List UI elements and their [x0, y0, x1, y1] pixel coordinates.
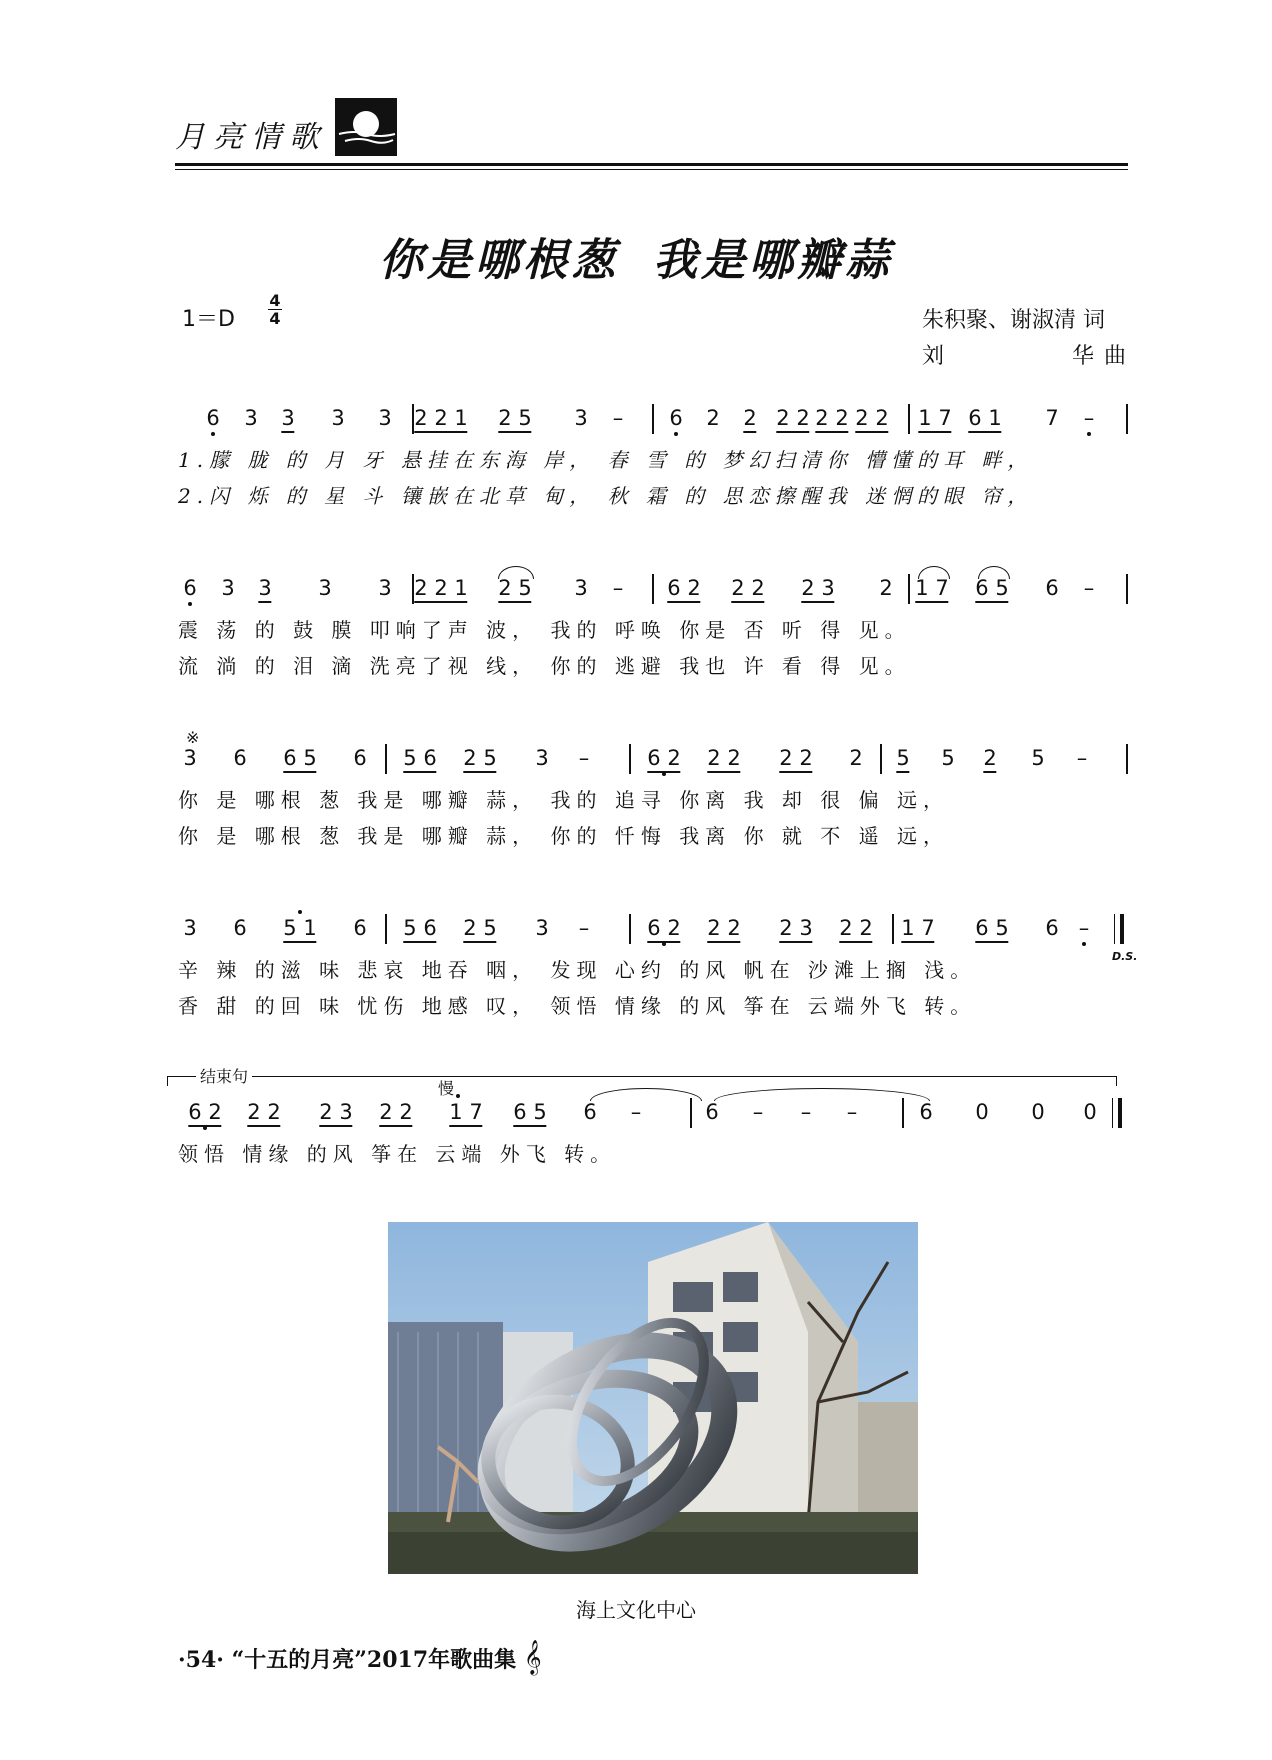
song-title-part1: 你是哪根葱	[379, 235, 619, 286]
header-rule-thin	[175, 169, 1128, 170]
note: 2 2	[855, 406, 888, 433]
time-sig-top: 4	[269, 291, 281, 310]
note: 3	[535, 916, 549, 940]
note: 6	[1045, 576, 1059, 600]
note: 6	[919, 1100, 933, 1124]
note: 2	[743, 406, 756, 433]
time-signature	[265, 292, 285, 327]
note: 2 3	[801, 576, 834, 603]
page-footer	[178, 1640, 542, 1675]
note: 3	[221, 576, 235, 600]
note: 5 1	[283, 916, 316, 943]
double-bar-thin	[1114, 914, 1115, 944]
note: 5	[1031, 746, 1045, 770]
note: –	[578, 916, 590, 940]
octave-dot-low	[203, 1126, 207, 1130]
note: 6	[183, 576, 197, 600]
final-bar-thin	[1112, 1098, 1113, 1128]
note: 6 5	[513, 1100, 546, 1127]
note: 3	[183, 916, 197, 940]
lyric-verse-1: 你 是 哪根 葱 我是 哪瓣 蒜， 我的 追寻 你离 我 却 很 偏 远，	[178, 788, 950, 812]
note: 3	[535, 746, 549, 770]
book-title: “十五的月亮”2017年歌曲集	[231, 1647, 517, 1673]
note: 3	[281, 406, 294, 433]
moon-logo-icon	[335, 98, 397, 156]
bar-line	[652, 404, 654, 434]
treble-clef-icon: 𝄞	[523, 1640, 542, 1675]
note: –	[1078, 916, 1090, 940]
octave-dot-low	[674, 432, 678, 436]
lyric-verse-1: 震 荡 的 鼓 膜 叩响了声 波， 我的 呼唤 你是 否 听 得 见。	[178, 618, 911, 642]
note: 6 5	[283, 746, 316, 773]
note: 0	[1083, 1100, 1097, 1124]
note: 6	[233, 916, 247, 940]
note: 0	[1031, 1100, 1045, 1124]
note: 2 2	[731, 576, 764, 603]
note: 2 5	[463, 746, 496, 773]
note: 2 2	[779, 746, 812, 773]
lyric-verse-2: 你 是 哪根 葱 我是 哪瓣 蒜， 你的 忏悔 我离 你 就 不 遥 远，	[178, 824, 950, 848]
note: 2 2 1	[414, 576, 467, 603]
note: 6 2	[667, 576, 700, 603]
section-title: 月亮情歌	[175, 120, 327, 155]
note: –	[612, 406, 624, 430]
note: 6	[705, 1100, 719, 1124]
note: 6	[1045, 916, 1059, 940]
lyric-verse-2: 2.闪 烁 的 星 斗 镶嵌在北草 甸， 秋 霜 的 思恋擦醒我 迷惘的眼 帘，	[178, 484, 1034, 508]
lyric-verse-2: 流 淌 的 泪 滴 洗亮了视 线， 你的 逃避 我也 许 看 得 见。	[178, 654, 911, 678]
note: –	[800, 1100, 812, 1124]
note: 6	[353, 746, 367, 770]
composer-role: 曲	[1104, 344, 1127, 369]
line1-end-bar	[1126, 404, 1128, 434]
note: 2	[879, 576, 893, 600]
lyricist-credit: 朱积聚、谢淑清 词	[922, 308, 1105, 333]
note: 3	[258, 576, 271, 603]
note: 2 5	[463, 916, 496, 943]
note: 2 2	[379, 1100, 412, 1127]
note: 6 2	[647, 746, 680, 773]
lyric-verse-1: 1.朦 胧 的 月 牙 悬挂在东海 岸， 春 雪 的 梦幻扫清你 懵懂的耳 畔，	[178, 448, 1034, 472]
note: 2 2	[839, 916, 872, 943]
note: 6 1	[968, 406, 1001, 433]
note: –	[1076, 746, 1088, 770]
note: 2 5	[498, 406, 531, 433]
lyric-verse-1: 辛 辣 的滋 味 悲哀 地吞 咽， 发现 心约 的风 帆在 沙滩上搁 浅。	[178, 958, 977, 982]
page-number: ·54·	[178, 1647, 224, 1673]
octave-dot-low	[188, 602, 192, 606]
slur	[978, 566, 1010, 579]
ending-bracket	[167, 1076, 1117, 1089]
note: 6	[583, 1100, 597, 1124]
octave-dot-low	[1087, 432, 1091, 436]
note: 1 7	[449, 1100, 482, 1127]
time-sig-bottom: 4	[269, 309, 281, 328]
note: –	[1083, 576, 1095, 600]
tempo-marking: 慢	[438, 1079, 455, 1098]
note: 2 5	[498, 576, 531, 603]
note: 2 3	[779, 916, 812, 943]
bar-line	[908, 404, 910, 434]
note: 7	[1045, 406, 1059, 430]
note: 2 2	[707, 746, 740, 773]
note: –	[630, 1100, 642, 1124]
key-signature: 1＝D	[182, 307, 235, 332]
note: 3	[331, 406, 345, 430]
note: 2	[706, 406, 720, 430]
octave-dot-low	[662, 772, 666, 776]
note: 3	[183, 746, 197, 770]
note: 3	[574, 576, 588, 600]
note: 6	[233, 746, 247, 770]
note: 2	[849, 746, 863, 770]
note: 6 5	[975, 576, 1008, 603]
note: 1 7	[901, 916, 934, 943]
note: 3	[318, 576, 332, 600]
note: 5	[896, 746, 909, 773]
bar-line	[652, 574, 654, 604]
ending-bracket-corner	[167, 1076, 168, 1086]
note: 3	[378, 576, 392, 600]
bar-line	[908, 574, 910, 604]
ending-bracket-corner	[1116, 1076, 1117, 1086]
note: 2 2	[247, 1100, 280, 1127]
bar-line	[880, 744, 882, 774]
note: 1 7	[915, 576, 948, 603]
song-title	[0, 224, 1272, 288]
slur	[590, 1088, 702, 1101]
bar-line	[1126, 744, 1128, 774]
header-rule	[175, 163, 1128, 166]
note: 6 5	[975, 916, 1008, 943]
lyric-verse-2: 香 甜 的回 味 忧伤 地感 叹， 领悟 情缘 的风 筝在 云端外飞 转。	[178, 994, 977, 1018]
ending-label: 结束句	[196, 1064, 252, 1087]
note: –	[752, 1100, 764, 1124]
note: 2 2	[815, 406, 848, 433]
bar-line	[385, 914, 387, 944]
composer-given-name: 华	[1072, 344, 1095, 369]
note: 0	[975, 1100, 989, 1124]
slur	[498, 566, 534, 579]
segno-mark: ※	[186, 728, 200, 747]
double-bar-thick	[1120, 914, 1124, 944]
bar-line	[892, 914, 894, 944]
composer-surname: 刘	[922, 344, 945, 369]
note: 2	[983, 746, 996, 773]
masthead	[175, 98, 395, 156]
note: 6	[206, 406, 220, 430]
bar-line	[1126, 574, 1128, 604]
bar-line	[385, 744, 387, 774]
note: 5	[941, 746, 955, 770]
note: 3	[244, 406, 258, 430]
note: 1 7	[918, 406, 951, 433]
note: 6	[669, 406, 683, 430]
octave-dot-low	[211, 432, 215, 436]
final-bar-thick	[1118, 1098, 1122, 1128]
note: 2 2	[776, 406, 809, 433]
note: 5 6	[403, 746, 436, 773]
bar-line	[690, 1098, 692, 1128]
dal-segno-mark: D.S.	[1112, 950, 1138, 963]
bar-line	[412, 404, 414, 434]
note: 6	[353, 916, 367, 940]
note: –	[1083, 406, 1095, 430]
note: 3	[378, 406, 392, 430]
note: 3	[574, 406, 588, 430]
slur	[714, 1088, 930, 1101]
note: 2 2 1	[414, 406, 467, 433]
lyric-ending: 领悟 情缘 的风 筝在 云端 外飞 转。	[178, 1142, 617, 1166]
note: –	[846, 1100, 858, 1124]
sculpture-photo	[388, 1222, 918, 1574]
note: 5 6	[403, 916, 436, 943]
bar-line	[629, 914, 631, 944]
note: –	[612, 576, 624, 600]
octave-dot-high	[456, 1094, 460, 1098]
note: –	[578, 746, 590, 770]
octave-dot-high	[298, 910, 302, 914]
slur	[918, 566, 950, 579]
note: 6 2	[188, 1100, 221, 1127]
bar-line	[412, 574, 414, 604]
octave-dot-low	[662, 942, 666, 946]
note: 2 3	[319, 1100, 352, 1127]
bar-line	[902, 1098, 904, 1128]
bar-line	[629, 744, 631, 774]
note: 6 2	[647, 916, 680, 943]
song-title-part2: 我是哪瓣蒜	[653, 235, 893, 286]
photo-caption: 海上文化中心	[576, 1598, 696, 1622]
octave-dot-low	[1082, 942, 1086, 946]
note: 2 2	[707, 916, 740, 943]
